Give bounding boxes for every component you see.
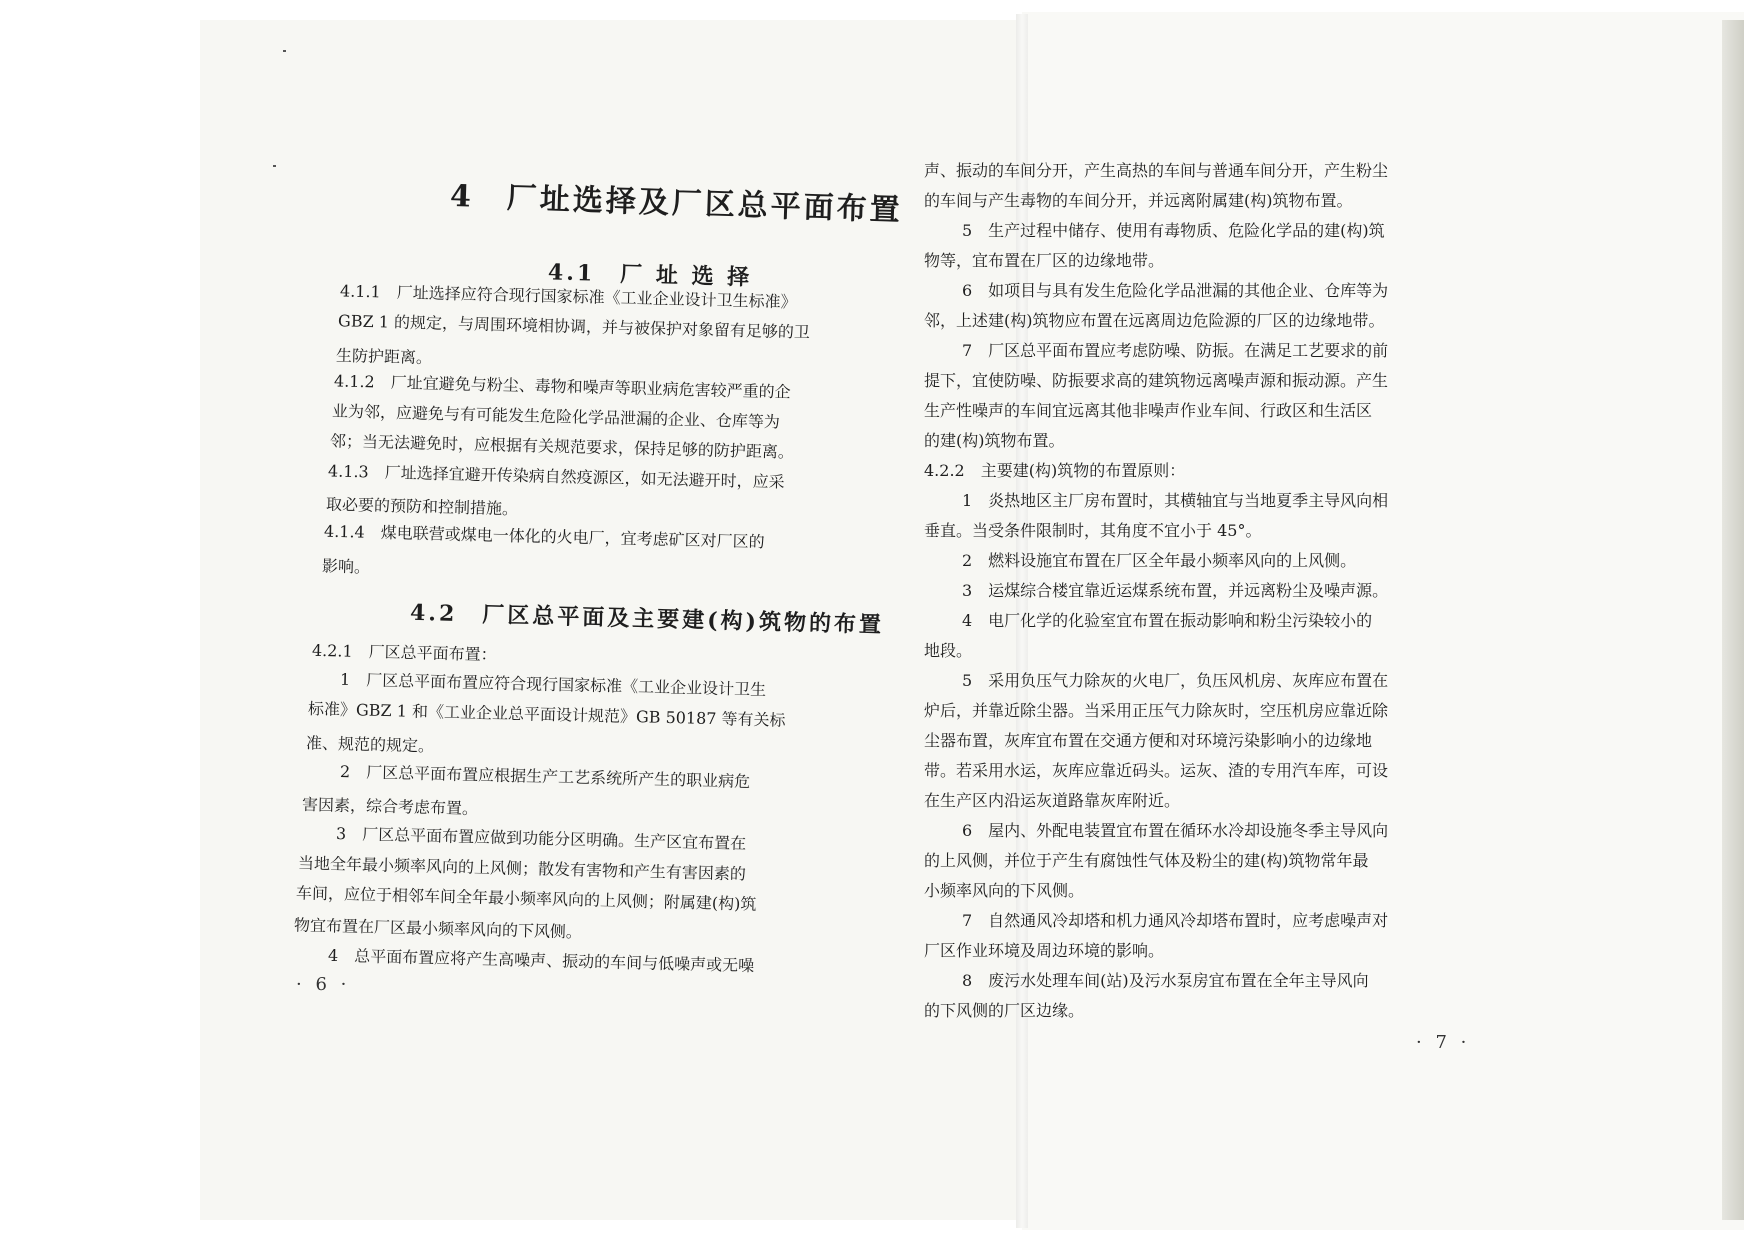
text-line: 物等，宜布置在厂区的边缘地带。 — [924, 251, 1165, 270]
text-line: 4.1.2 厂址宜避免与粉尘、毒物和噪声等职业病危害较严重的企 — [333, 371, 791, 402]
text-line: 4.2.2 主要建(构)筑物的布置原则： — [924, 461, 1186, 480]
text-line: 5 采用负压气力除灰的火电厂，负压风机房、灰库应布置在 — [962, 671, 1389, 690]
text-line: 炉后，并靠近除尘器。当采用正压气力除灰时，空压机房应靠近除 — [924, 701, 1389, 720]
text-line: 生产性噪声的车间宜远离其他非噪声作业车间、行政区和生活区 — [924, 401, 1373, 420]
text-line: 4.2.1 厂区总平面布置： — [311, 640, 497, 665]
scan-speck — [273, 165, 276, 167]
text-line: 1 厂区总平面布置应符合现行国家标准《工业企业设计卫生 — [339, 669, 767, 700]
section-title-4-2: 4.2 厂区总平面及主要建(构)筑物的布置 — [409, 599, 885, 639]
text-line: 的建(构)筑物布置。 — [924, 431, 1065, 450]
text-line: 的下风侧的厂区边缘。 — [924, 1001, 1085, 1020]
text-line: 业为邻，应避免与有可能发生危险化学品泄漏的企业、仓库等为 — [331, 401, 781, 432]
page-number-right: · 7 · — [1416, 1032, 1471, 1053]
text-line: 4 电厂化学的化验室宜布置在振动影响和粉尘污染较小的 — [962, 611, 1373, 630]
text-line: 2 厂区总平面布置应根据生产工艺系统所产生的职业病危 — [339, 761, 751, 792]
text-line: 声、振动的车间分开，产生高热的车间与普通车间分开，产生粉尘 — [924, 161, 1389, 180]
text-line: 2 燃料设施宜布置在厂区全年最小频率风向的上风侧。 — [962, 551, 1357, 570]
page-edge-shadow — [1722, 20, 1744, 1220]
scan-speck — [283, 50, 286, 52]
text-line: 8 废污水处理车间(站)及污水泵房宜布置在全年主导风向 — [962, 971, 1369, 990]
text-line: GBZ 1 的规定，与周围环境相协调，并与被保护对象留有足够的卫 — [337, 311, 811, 342]
text-line: 在生产区内沿运灰道路靠灰库附近。 — [924, 791, 1181, 810]
text-line: 4 总平面布置应将产生高噪声、振动的车间与低噪声或无噪 — [327, 945, 755, 976]
text-line: 3 运煤综合楼宜靠近运煤系统布置，并远离粉尘及噪声源。 — [962, 581, 1389, 600]
text-line: 3 厂区总平面布置应做到功能分区明确。生产区宜布置在 — [335, 823, 747, 854]
text-line: 垂直。当受条件限制时，其角度不宜小于 45°。 — [924, 521, 1262, 540]
text-line: 4.1.3 厂址选择宜避开传染病自然疫源区，如无法避开时，应采 — [327, 461, 785, 492]
text-line: 影响。 — [321, 556, 371, 577]
chapter-title: 4 厂址选择及厂区总平面布置 — [449, 178, 904, 229]
text-line: 地段。 — [924, 641, 973, 660]
text-line: 取必要的预防和控制措施。 — [325, 494, 519, 519]
text-line: 准、规范的规定。 — [305, 733, 435, 756]
text-line: 厂区作业环境及周边环境的影响。 — [924, 941, 1165, 960]
text-line: 4.1.4 煤电联营或煤电一体化的火电厂，宜考虑矿区对厂区的 — [323, 521, 765, 552]
text-line: 标准》GBZ 1 和《工业企业总平面设计规范》GB 50187 等有关标 — [307, 699, 786, 730]
text-line: 生防护距离。 — [335, 345, 433, 368]
page-number-left: · 6 · — [296, 974, 351, 995]
text-line: 提下，宜使防噪、防振要求高的建筑物远离噪声源和振动源。产生 — [924, 371, 1389, 390]
text-line: 7 厂区总平面布置应考虑防噪、防振。在满足工艺要求的前 — [962, 341, 1389, 360]
text-line: 当地全年最小频率风向的上风侧；散发有害物和产生有害因素的 — [297, 853, 747, 884]
text-line: 邻，上述建(构)筑物应布置在远离周边危险源的厂区的边缘地带。 — [924, 311, 1385, 330]
text-line: 5 生产过程中储存、使用有毒物质、危险化学品的建(构)筑 — [962, 221, 1385, 240]
text-line: 6 如项目与具有发生危险化学品泄漏的其他企业、仓库等为 — [962, 281, 1389, 300]
text-line: 车间，应位于相邻车间全年最小频率风向的上风侧；附属建(构)筑 — [295, 883, 757, 914]
text-line: 6 屋内、外配电装置宜布置在循环水冷却设施冬季主导风向 — [962, 821, 1389, 840]
text-line: 邻；当无法避免时，应根据有关规范要求，保持足够的防护距离。 — [329, 431, 795, 462]
text-line: 物宜布置在厂区最小频率风向的下风侧。 — [293, 915, 583, 942]
text-line: 小频率风向的下风侧。 — [924, 881, 1085, 900]
text-line: 的上风侧，并位于产生有腐蚀性气体及粉尘的建(构)筑物常年最 — [924, 851, 1369, 870]
text-line: 带。若采用水运，灰库应靠近码头。运灰、渣的专用汽车库，可设 — [924, 761, 1389, 780]
text-line: 4.1.1 厂址选择应符合现行国家标准《工业企业设计卫生标准》 — [339, 281, 797, 312]
text-line: 尘器布置，灰库宜布置在交通方便和对环境污染影响小的边缘地 — [924, 731, 1373, 750]
text-line: 的车间与产生毒物的车间分开，并远离附属建(构)筑物布置。 — [924, 191, 1353, 210]
section-title-4-1: 4.1 厂 址 选 择 — [547, 259, 753, 291]
text-line: 7 自然通风冷却塔和机力通风冷却塔布置时，应考虑噪声对 — [962, 911, 1389, 930]
text-line: 害因素，综合考虑布置。 — [301, 794, 479, 819]
text-line: 1 炎热地区主厂房布置时，其横轴宜与当地夏季主导风向相 — [962, 491, 1389, 510]
